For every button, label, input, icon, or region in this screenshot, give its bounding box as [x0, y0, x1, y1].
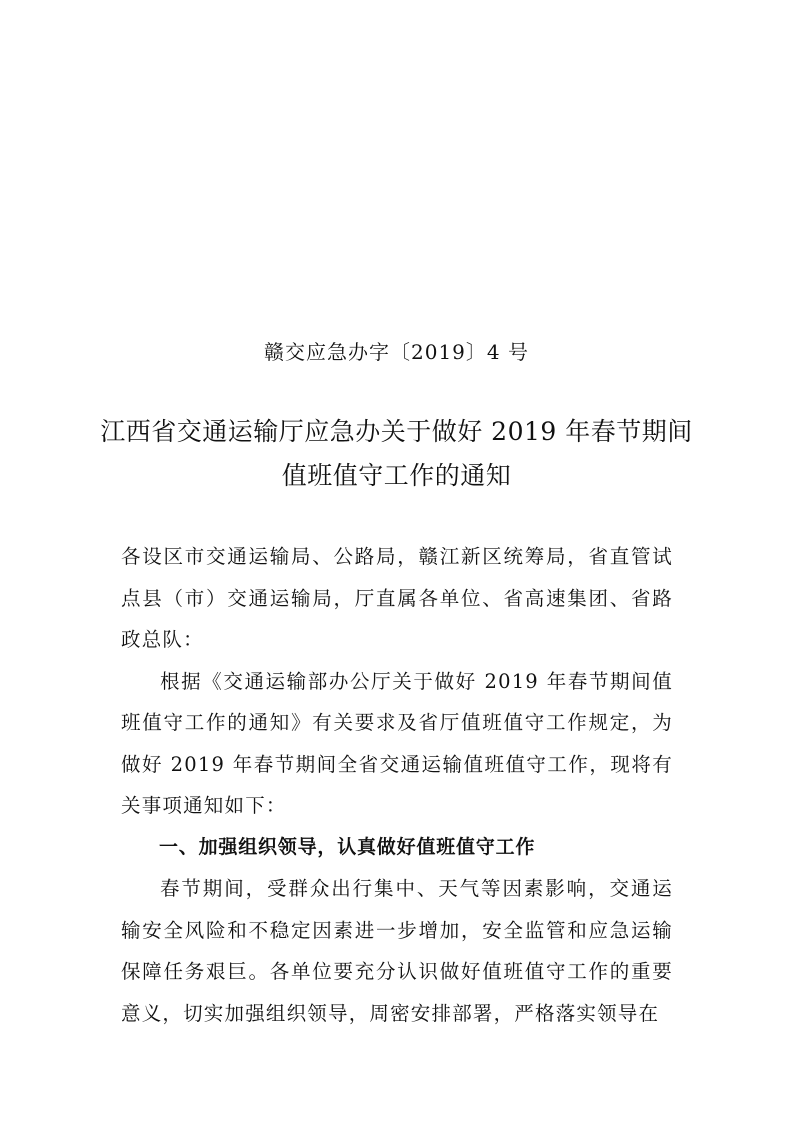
section-1-heading: 一、加强组织领导，认真做好值班值守工作: [159, 835, 536, 858]
document-title-line-1: 江西省交通运输厅应急办关于做好 2019 年春节期间: [100, 417, 693, 446]
document-body: [121, 536, 673, 1034]
recipients-paragraph: 各设区市交通运输局、公路局，赣江新区统筹局，省直管试点县（市）交通运输局，厅直属各单位、省高速集团、省路政总队：: [121, 545, 673, 651]
intro-paragraph: 根据《交通运输部办公厅关于做好 2019 年春节期间值班值守工作的通知》有关要求及省厅值班值守工作规定，为做好 2019 年春节期间全省交通运输值班值守工作，现将有关事项通知如下：: [121, 669, 673, 817]
document-number: 赣交应急办字〔2019〕4 号: [264, 340, 529, 364]
document-title-line-2: 值班值守工作的通知: [281, 461, 512, 490]
section-1-paragraph: 春节期间，受群众出行集中、天气等因素影响，交通运输安全风险和不稳定因素进一步增加，安全监管和应急运输保障任务艰巨。各单位要充分认识做好值班值守工作的重要意义，切实加强组织领导，周密安排部署，严格落实领导在: [121, 877, 673, 1025]
document-title: [100, 410, 693, 498]
